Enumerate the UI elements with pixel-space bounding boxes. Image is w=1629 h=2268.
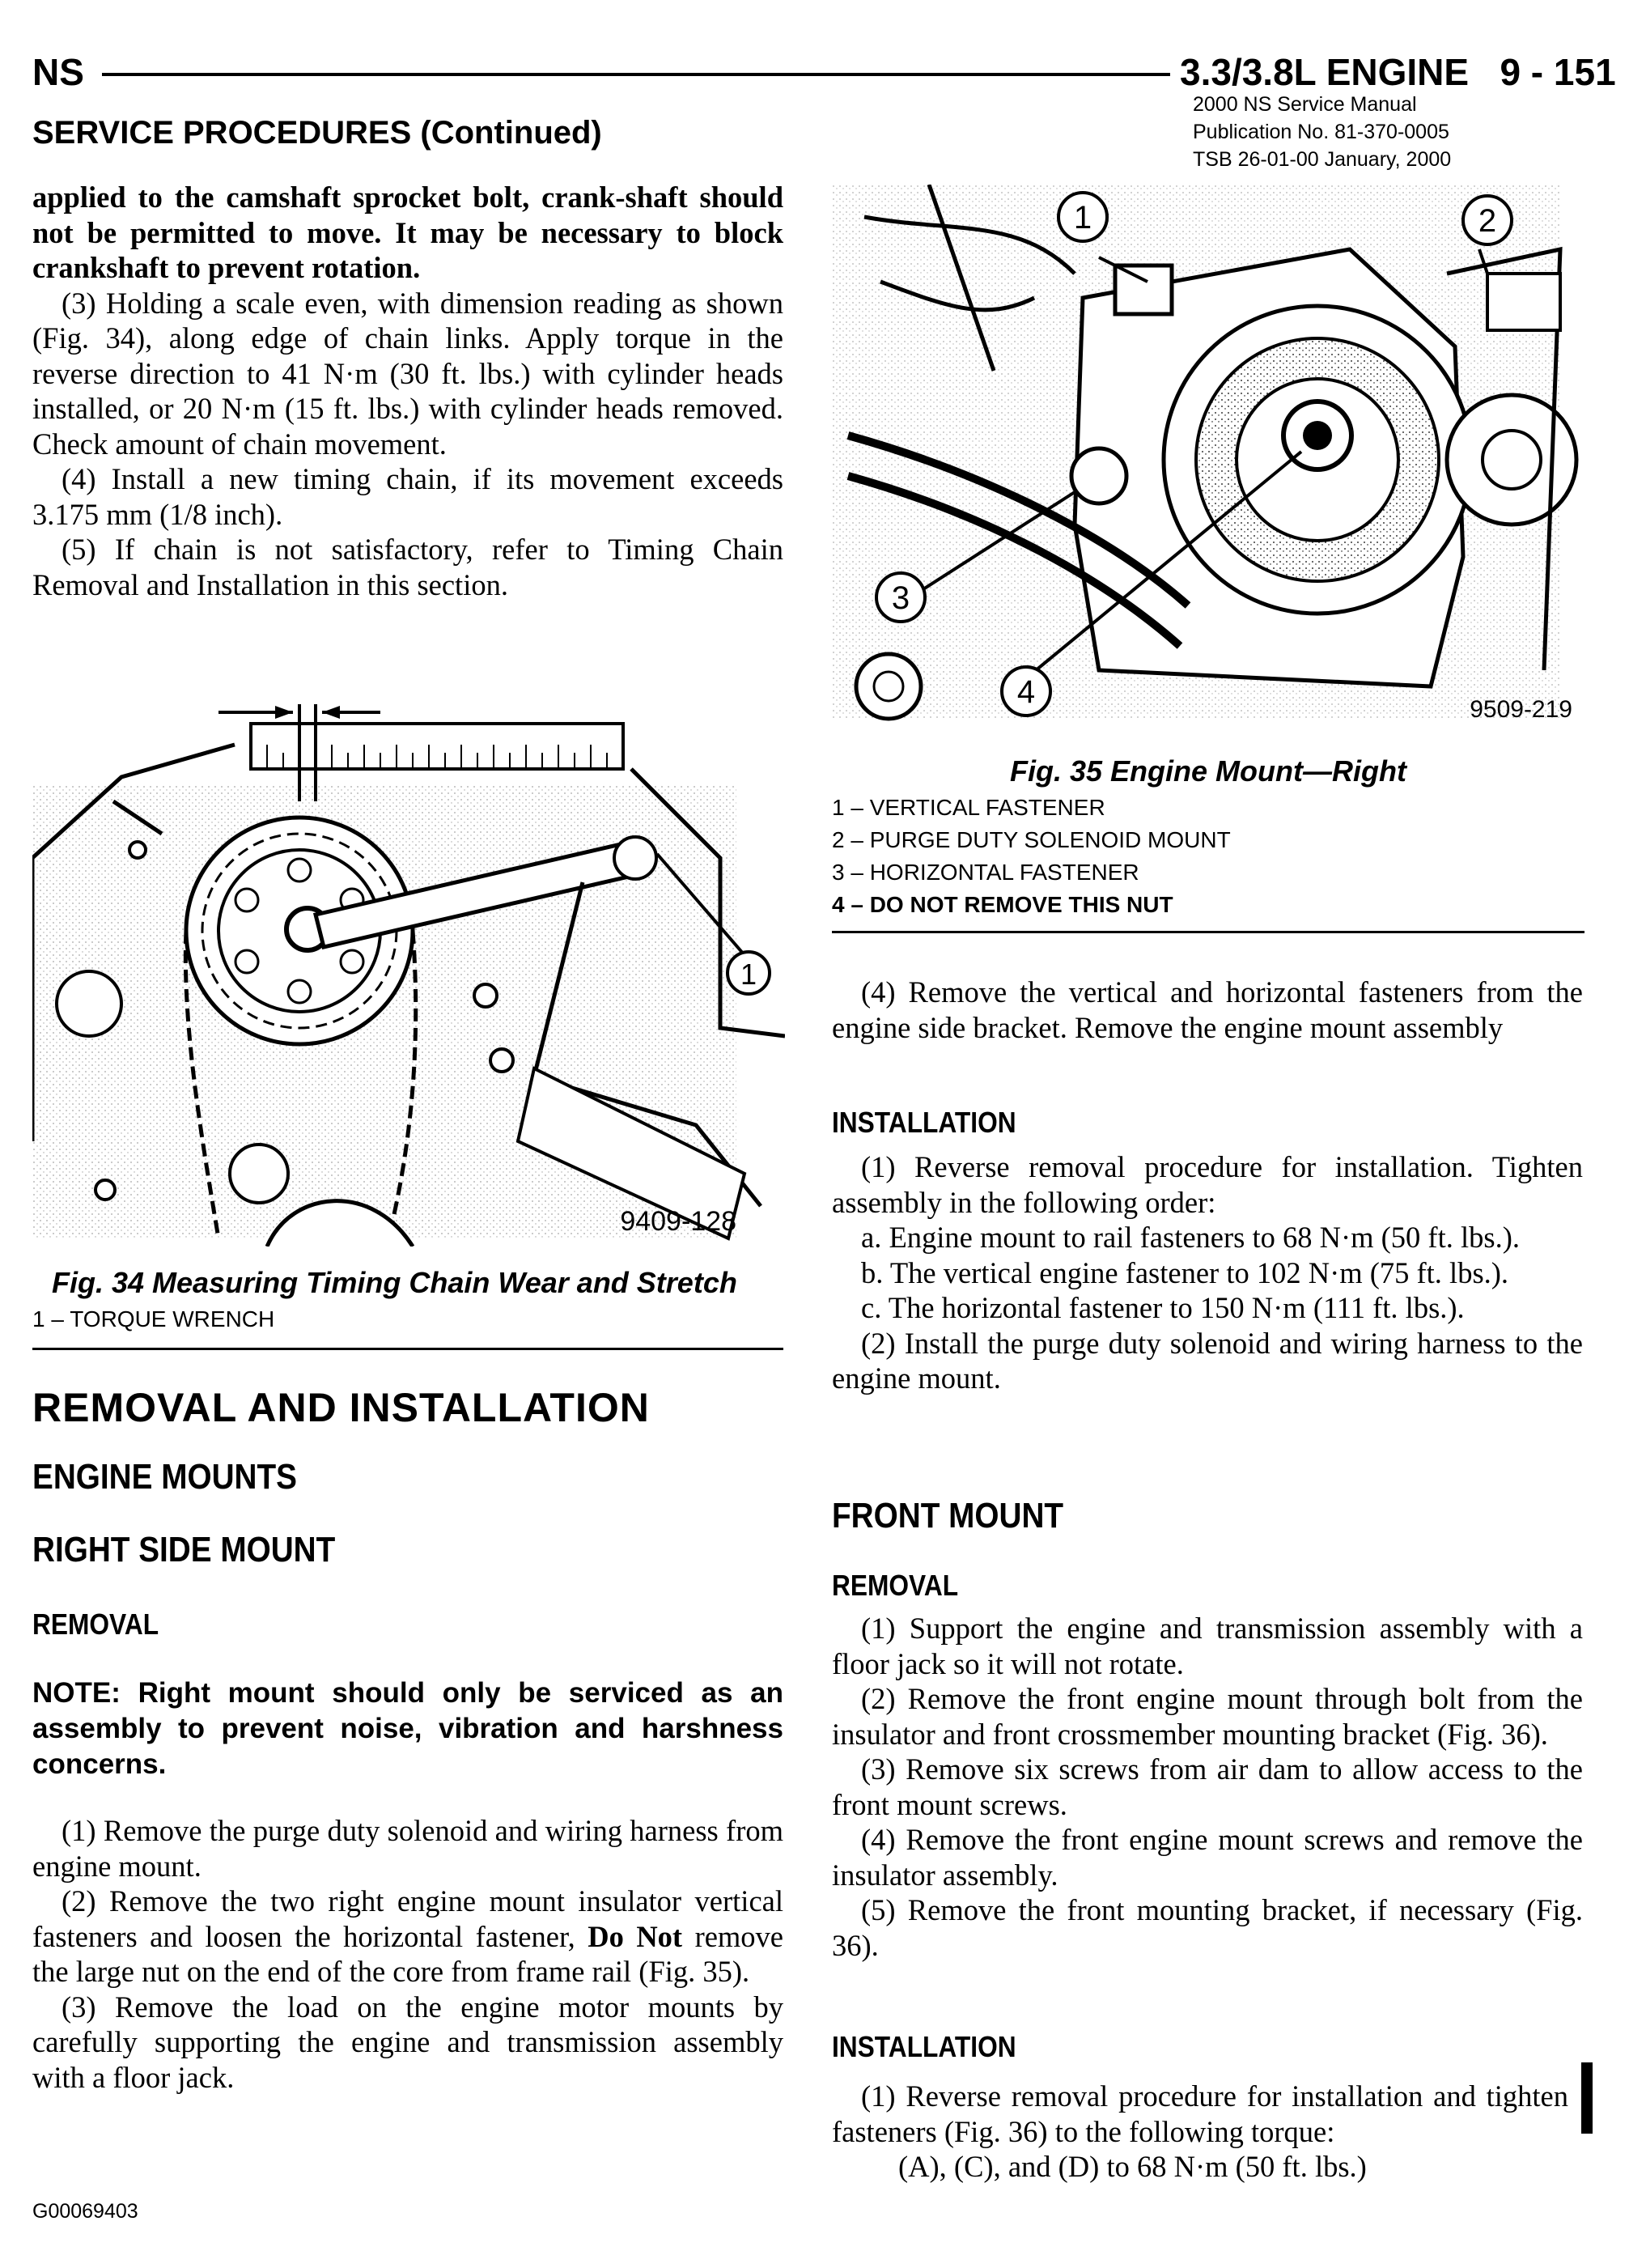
legend-item: 2 – PURGE DUTY SOLENOID MOUNT (832, 827, 1231, 852)
callout-label: 4 (1016, 674, 1036, 710)
step: (1) Reverse removal procedure for installation. Tighten assembly in the following order: (832, 1150, 1583, 1219)
paragraph: (4) Install a new timing chain, if its movement exceeds 3.175 mm (1/8 inch). (32, 462, 783, 531)
step: (4) Remove the vertical and horizontal fasteners from the engine side bracket. Remove the engine mount assembly (832, 975, 1583, 1044)
step: (1) Support the engine and transmission assembly with a floor jack so it will not rotate. (832, 1612, 1583, 1680)
step: (2) Remove the front engine mount through bolt from the insulator and front crossmember mounting bracket (Fig. 36). (832, 1682, 1583, 1751)
legend-item: 4 – DO NOT REMOVE THIS NUT (832, 892, 1173, 917)
scale-ruler (251, 724, 623, 769)
callout-label: 1 (740, 958, 757, 991)
publication-line: TSB 26-01-00 January, 2000 (1193, 148, 1452, 171)
step: (1) Remove the purge duty solenoid and wiring harness from engine mount. (32, 1814, 783, 1883)
callout-label: 1 (1073, 200, 1092, 236)
front-removal-steps (832, 1611, 1583, 1963)
right-step-4 (832, 975, 1583, 1045)
left-bottom-steps (32, 1813, 783, 2095)
step: c. The horizontal fastener to 150 N·m (111 ft. lbs.). (861, 1291, 1465, 1324)
paragraph: applied to the camshaft sprocket bolt, crank-shaft should not be permitted to move. It may be necessary to block crankshaft to prevent rotation. (32, 181, 783, 284)
publication-info (1193, 91, 1451, 173)
callout-label: 3 (891, 580, 910, 616)
divider (32, 1348, 783, 1350)
fig34-timing-chain-illustration (32, 688, 785, 1247)
front-installation-steps (832, 2079, 1568, 2185)
paragraph: (3) Holding a scale even, with dimension reading as shown (Fig. 34), along edge of chain links. Apply torque in the reverse direction to 41 N·m (30 ft. lbs.) with cylinder heads installed, or 20 N·m (15 ft. lbs.) with cylinder heads removed. Check amount of chain movement. (32, 286, 783, 461)
step: (3) Remove six screws from air dam to allow access to the front mount screws. (832, 1752, 1583, 1821)
step: a. Engine mount to rail fasteners to 68 N·m (50 ft. lbs.). (861, 1221, 1520, 1254)
left-top-text (32, 180, 783, 602)
step: (1) Reverse removal procedure for installation and tighten fasteners (Fig. 36) to the following torque: (832, 2079, 1568, 2148)
fig34-legend: 1 – TORQUE WRENCH (32, 1306, 275, 1331)
legend-item: 3 – HORIZONTAL FASTENER (832, 860, 1139, 885)
publication-line: Publication No. 81-370-0005 (1193, 121, 1449, 143)
note-text: NOTE: Right mount should only be serviced as an assembly to prevent noise, vibration and harshness concerns. (32, 1677, 783, 1780)
header-title (1180, 50, 1616, 94)
section-heading: SERVICE PROCEDURES (Continued) (32, 115, 602, 151)
installation-subheading: INSTALLATION (832, 2030, 1016, 2063)
step-text: remove the large nut on the end of the core from frame rail (Fig. 35). (32, 1919, 784, 1988)
header-rule (102, 73, 1170, 76)
step: (5) Remove the front mounting bracket, if necessary (Fig. 36). (832, 1893, 1583, 1962)
legend-item: 1 – VERTICAL FASTENER (832, 795, 1105, 820)
figure-code: 9409-128 (620, 1206, 736, 1237)
removal-subheading: REMOVAL (32, 1608, 159, 1641)
do-not-emphasis: Do Not (588, 1919, 683, 1953)
removal-installation-heading: REMOVAL AND INSTALLATION (32, 1385, 650, 1430)
engine-mounts-heading: ENGINE MOUNTS (32, 1457, 297, 1497)
fig34-caption: Fig. 34 Measuring Timing Chain Wear and Stretch (52, 1266, 737, 1299)
step (32, 1884, 783, 1990)
page-number: 9 - 151 (1500, 51, 1616, 93)
paragraph: (5) If chain is not satisfactory, refer to Timing Chain Removal and Installation in this section. (32, 533, 783, 601)
fig35-legend (832, 792, 1231, 921)
fig35-engine-mount-illustration (832, 185, 1584, 735)
right-side-mount-heading: RIGHT SIDE MOUNT (32, 1530, 336, 1569)
section-code: NS (32, 51, 84, 93)
step-text: (2) Remove the two right engine mount insulator vertical fasteners and loosen the horizontal fastener, (32, 1884, 783, 1953)
step: (A), (C), and (D) to 68 N·m (50 ft. lbs.) (898, 2150, 1367, 2183)
step: (3) Remove the load on the engine motor mounts by carefully supporting the engine and transmission assembly with a floor jack. (32, 1990, 783, 2094)
divider (832, 931, 1584, 933)
fig35-caption: Fig. 35 Engine Mount—Right (1010, 754, 1406, 788)
publication-line: 2000 NS Service Manual (1193, 93, 1417, 116)
front-mount-heading: FRONT MOUNT (832, 1496, 1064, 1535)
document-id: G00069403 (32, 2200, 138, 2223)
change-bar (1581, 2062, 1593, 2134)
removal-subheading: REMOVAL (832, 1569, 959, 1602)
figure-code: 9509-219 (1470, 696, 1572, 723)
step: (2) Install the purge duty solenoid and wiring harness to the engine mount. (832, 1326, 1583, 1395)
callout-label: 2 (1478, 203, 1497, 239)
step: (4) Remove the front engine mount screws and remove the insulator assembly. (832, 1823, 1583, 1892)
installation-subheading: INSTALLATION (832, 1106, 1016, 1139)
installation-steps (832, 1149, 1583, 1396)
engine-title: 3.3/3.8L ENGINE (1180, 51, 1470, 93)
step: b. The vertical engine fastener to 102 N·m (75 ft. lbs.). (861, 1255, 1509, 1289)
